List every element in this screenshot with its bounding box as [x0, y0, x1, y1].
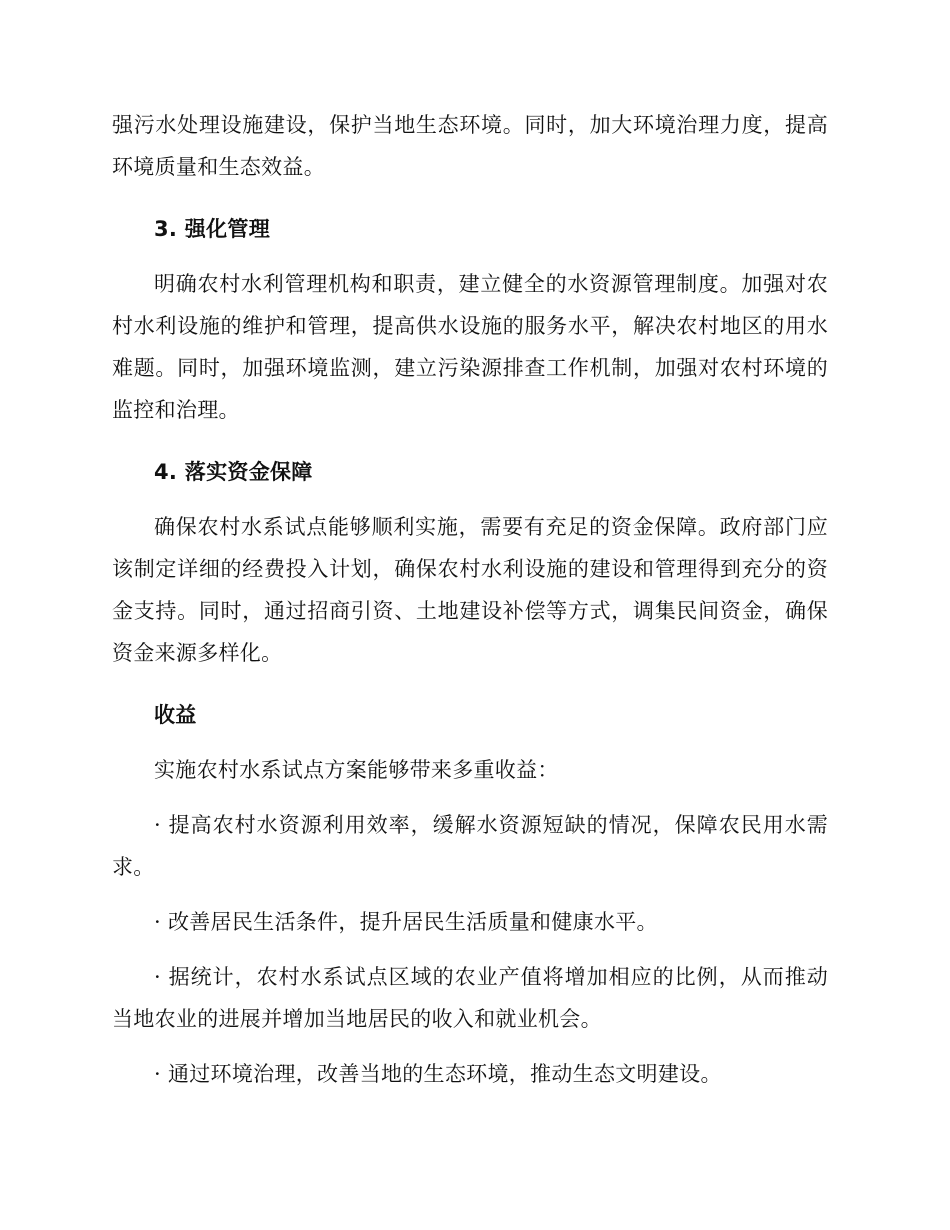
bullet-item: · 据统计，农村水系试点区域的农业产值将增加相应的比例，从而推动当地农业的进展并增加当地居民的收入和就业机会。 — [112, 965, 828, 1031]
section-heading-funding: 4. 落实资金保障 — [154, 460, 313, 484]
paragraph-management: 明确农村水利管理机构和职责，建立健全的水资源管理制度。加强对农村水利设施的维护和管理，提高供水设施的服务水平，解决农村地区的用水难题。同时，加强环境监测，建立污染源排查工作机制，加强对农村环境的监控和治理。 — [112, 272, 828, 422]
paragraph-continuation: 强污水处理设施建设，保护当地生态环境。同时，加大环境治理力度，提高环境质量和生态效益。 — [112, 113, 828, 179]
bullet-item: · 改善居民生活条件，提升居民生活质量和健康水平。 — [154, 910, 658, 934]
section-heading-benefits: 收益 — [154, 703, 197, 727]
bullet-item: · 通过环境治理，改善当地的生态环境，推动生态文明建设。 — [154, 1062, 722, 1086]
paragraph-benefits-intro: 实施农村水系试点方案能够带来多重收益： — [154, 758, 559, 782]
section-heading-strengthen-management: 3. 强化管理 — [154, 217, 270, 241]
document-page — [112, 104, 828, 1108]
bullet-item: · 提高农村水资源利用效率，缓解水资源短缺的情况，保障农民用水需求。 — [112, 813, 828, 879]
paragraph-funding: 确保农村水系试点能够顺利实施，需要有充足的资金保障。政府部门应该制定详细的经费投入计划，确保农村水利设施的建设和管理得到充分的资金支持。同时，通过招商引资、土地建设补偿等方式，调集民间资金，确保资金来源多样化。 — [112, 515, 828, 665]
